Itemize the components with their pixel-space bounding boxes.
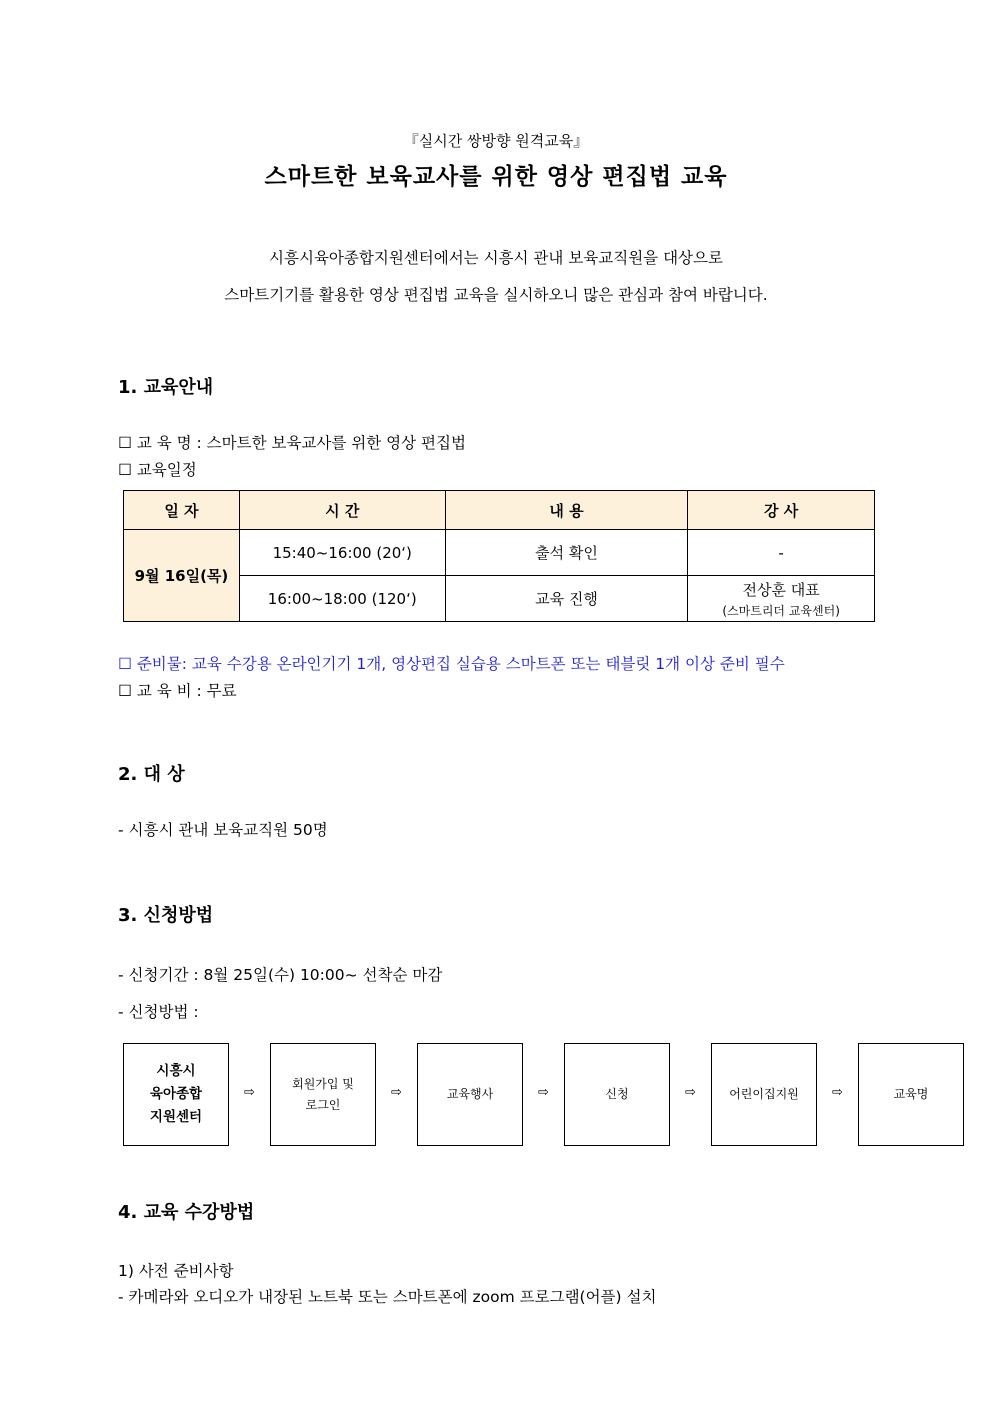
header-time: 시 간 xyxy=(239,491,445,530)
intro-line-1: 시흥시육아종합지원센터에서는 시흥시 관내 보육교직원을 대상으로 xyxy=(269,249,723,267)
flow-arrow-icon: ⇨ xyxy=(832,1085,843,1100)
table-row xyxy=(124,530,875,576)
header-date: 일 자 xyxy=(124,491,240,530)
cell-instructor xyxy=(688,576,875,622)
flow-step-2: 회원가입 및 로그인 xyxy=(270,1043,376,1146)
flow-step-5: 어린이집지원 xyxy=(711,1043,817,1146)
schedule-table xyxy=(123,490,875,622)
prep-subheading: 1) 사전 준비사항 xyxy=(118,1262,234,1280)
cell-time: 15:40~16:00 (20‘) xyxy=(239,530,445,576)
cell-time: 16:00~18:00 (120‘) xyxy=(239,576,445,622)
cell-instructor: - xyxy=(688,530,875,576)
section-4-heading: 4. 교육 수강방법 xyxy=(118,1202,255,1223)
target-line: - 시흥시 관내 보육교직원 50명 xyxy=(118,821,328,839)
section-1-heading: 1. 교육안내 xyxy=(118,377,214,398)
intro-line-2: 스마트기기를 활용한 영상 편집법 교육을 실시하오니 많은 관심과 참여 바랍니다. xyxy=(224,286,768,304)
preparation-line: ☐ 준비물: 교육 수강용 온라인기기 1개, 영상편집 실습용 스마트폰 또는 태블릿 1개 이상 준비 필수 xyxy=(118,655,785,673)
flow-step-6: 교육명 xyxy=(858,1043,964,1146)
flow-arrow-icon: ⇨ xyxy=(244,1085,255,1100)
header-content: 내 용 xyxy=(445,491,688,530)
section-3-heading: 3. 신청방법 xyxy=(118,905,214,926)
flow-arrow-icon: ⇨ xyxy=(391,1085,402,1100)
instructor-name: 전상훈 대표 xyxy=(742,580,820,599)
flow-step-4: 신청 xyxy=(564,1043,670,1146)
instructor-affiliation: (스마트리더 교육센터) xyxy=(722,603,840,618)
header-instructor: 강 사 xyxy=(688,491,875,530)
section-2-heading: 2. 대 상 xyxy=(118,764,185,785)
cell-content: 출석 확인 xyxy=(445,530,688,576)
flow-step-3: 교육행사 xyxy=(417,1043,523,1146)
schedule-line: ☐ 교육일정 xyxy=(118,461,197,479)
course-name-line: ☐ 교 육 명 : 스마트한 보육교사를 위한 영상 편집법 xyxy=(118,434,466,452)
table-header-row xyxy=(124,491,875,530)
application-method-line: - 신청방법 : xyxy=(118,1003,199,1021)
document-title: 스마트한 보육교사를 위한 영상 편집법 교육 xyxy=(264,164,728,190)
prep-line-1: - 카메라와 오디오가 내장된 노트북 또는 스마트폰에 zoom 프로그램(어플) 설치 xyxy=(118,1288,657,1306)
fee-line: ☐ 교 육 비 : 무료 xyxy=(118,682,237,700)
flow-arrow-icon: ⇨ xyxy=(685,1085,696,1100)
application-period-line: - 신청기간 : 8월 25일(수) 10:00~ 선착순 마감 xyxy=(118,966,443,984)
document-subtitle: 『실시간 쌍방향 원격교육』 xyxy=(403,132,589,150)
cell-date: 9월 16일(목) xyxy=(124,530,240,622)
flow-arrow-icon: ⇨ xyxy=(538,1085,549,1100)
cell-content: 교육 진행 xyxy=(445,576,688,622)
flow-step-1: 시흥시 육아종합 지원센터 xyxy=(123,1043,229,1146)
